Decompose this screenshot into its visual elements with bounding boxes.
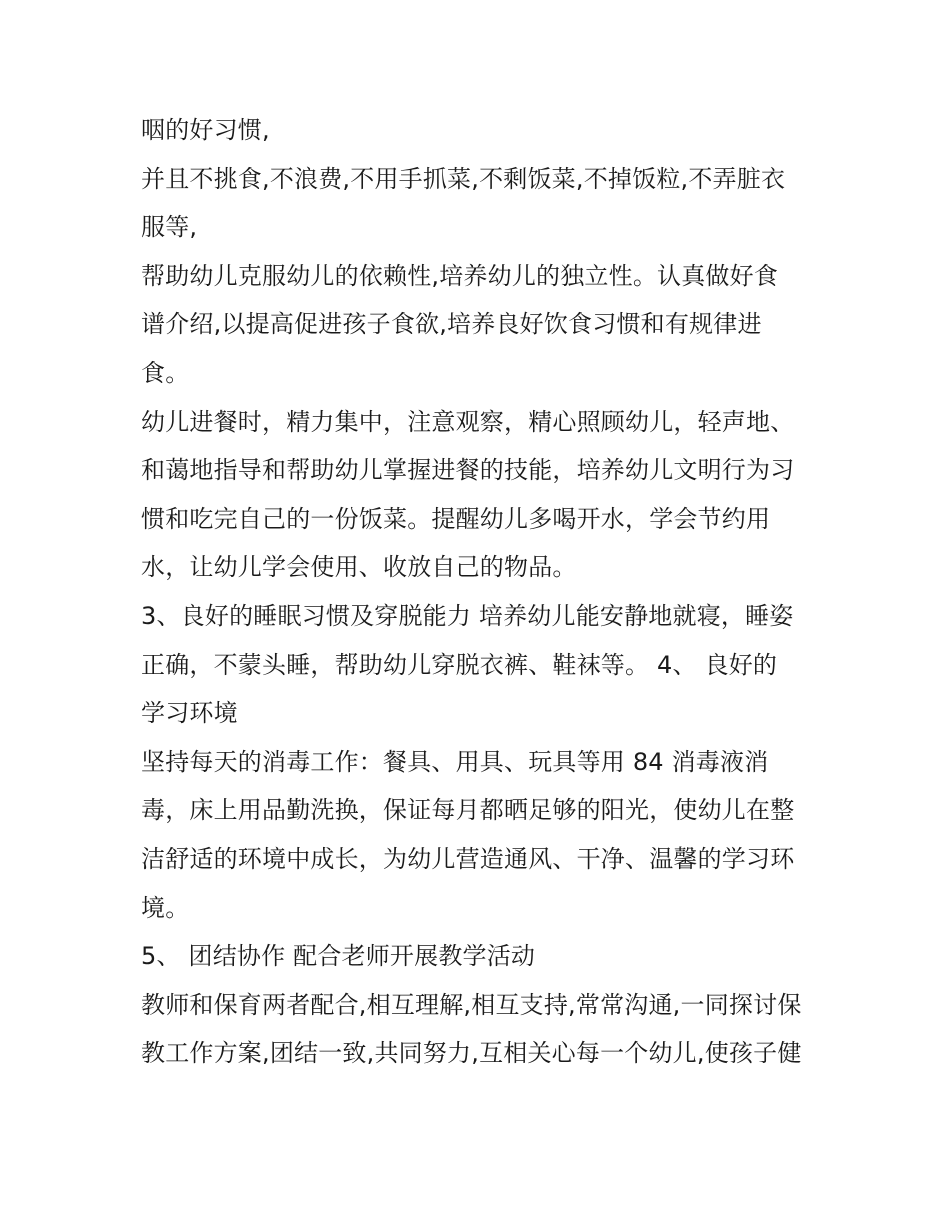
text-line: 食。 [141,358,190,387]
text-line: 咽的好习惯, [141,116,270,144]
text-line: 洁舒适的环境中成长，为幼儿营造通风、干净、温馨的学习环 [141,844,795,873]
text-line: 惯和吃完自己的一份饭菜。提醒幼儿多喝开水，学会节约用 [141,504,771,533]
text-line: 服等, [141,213,198,242]
text-line: 毒，床上用品勤洗换，保证每月都晒足够的阳光，使幼儿在整 [141,796,795,825]
text-line: 教工作方案,团结一致,共同努力,互相关心每一个幼儿,使孩子健 [141,1039,802,1068]
text-line: 坚持每天的消毒工作：餐具、用具、玩具等用 84 消毒液消 [141,747,769,776]
text-line: 和蔼地指导和帮助幼儿掌握进餐的技能，培养幼儿文明行为习 [141,456,795,485]
text-line: 幼儿进餐时，精力集中，注意观察，精心照顾幼儿，轻声地、 [141,407,795,436]
text-line: 教师和保育两者配合,相互理解,相互支持,常常沟通,一同探讨保 [141,990,802,1019]
section-heading-3: 3、良好的睡眠习惯及穿脱能力 培养幼儿能安静地就寝，睡姿 [141,601,794,630]
section-heading-5: 5、 团结协作 配合老师开展教学活动 [141,942,536,971]
text-line: 正确，不蒙头睡，帮助幼儿穿脱衣裤、鞋袜等。 4、 良好的 [141,650,778,679]
text-line: 水，让幼儿学会使用、收放自己的物品。 [141,553,577,582]
text-line: 帮助幼儿克服幼儿的依赖性,培养幼儿的独立性。认真做好食 [141,261,779,290]
text-line: 并且不挑食,不浪费,不用手抓菜,不剩饭菜,不掉饭粒,不弄脏衣 [141,164,786,193]
text-line: 境。 [141,893,190,922]
body-text [141,106,831,1078]
text-line: 学习环境 [141,699,238,728]
text-line: 谱介绍,以提高促进孩子食欲,培养良好饮食习惯和有规律进 [141,310,762,339]
